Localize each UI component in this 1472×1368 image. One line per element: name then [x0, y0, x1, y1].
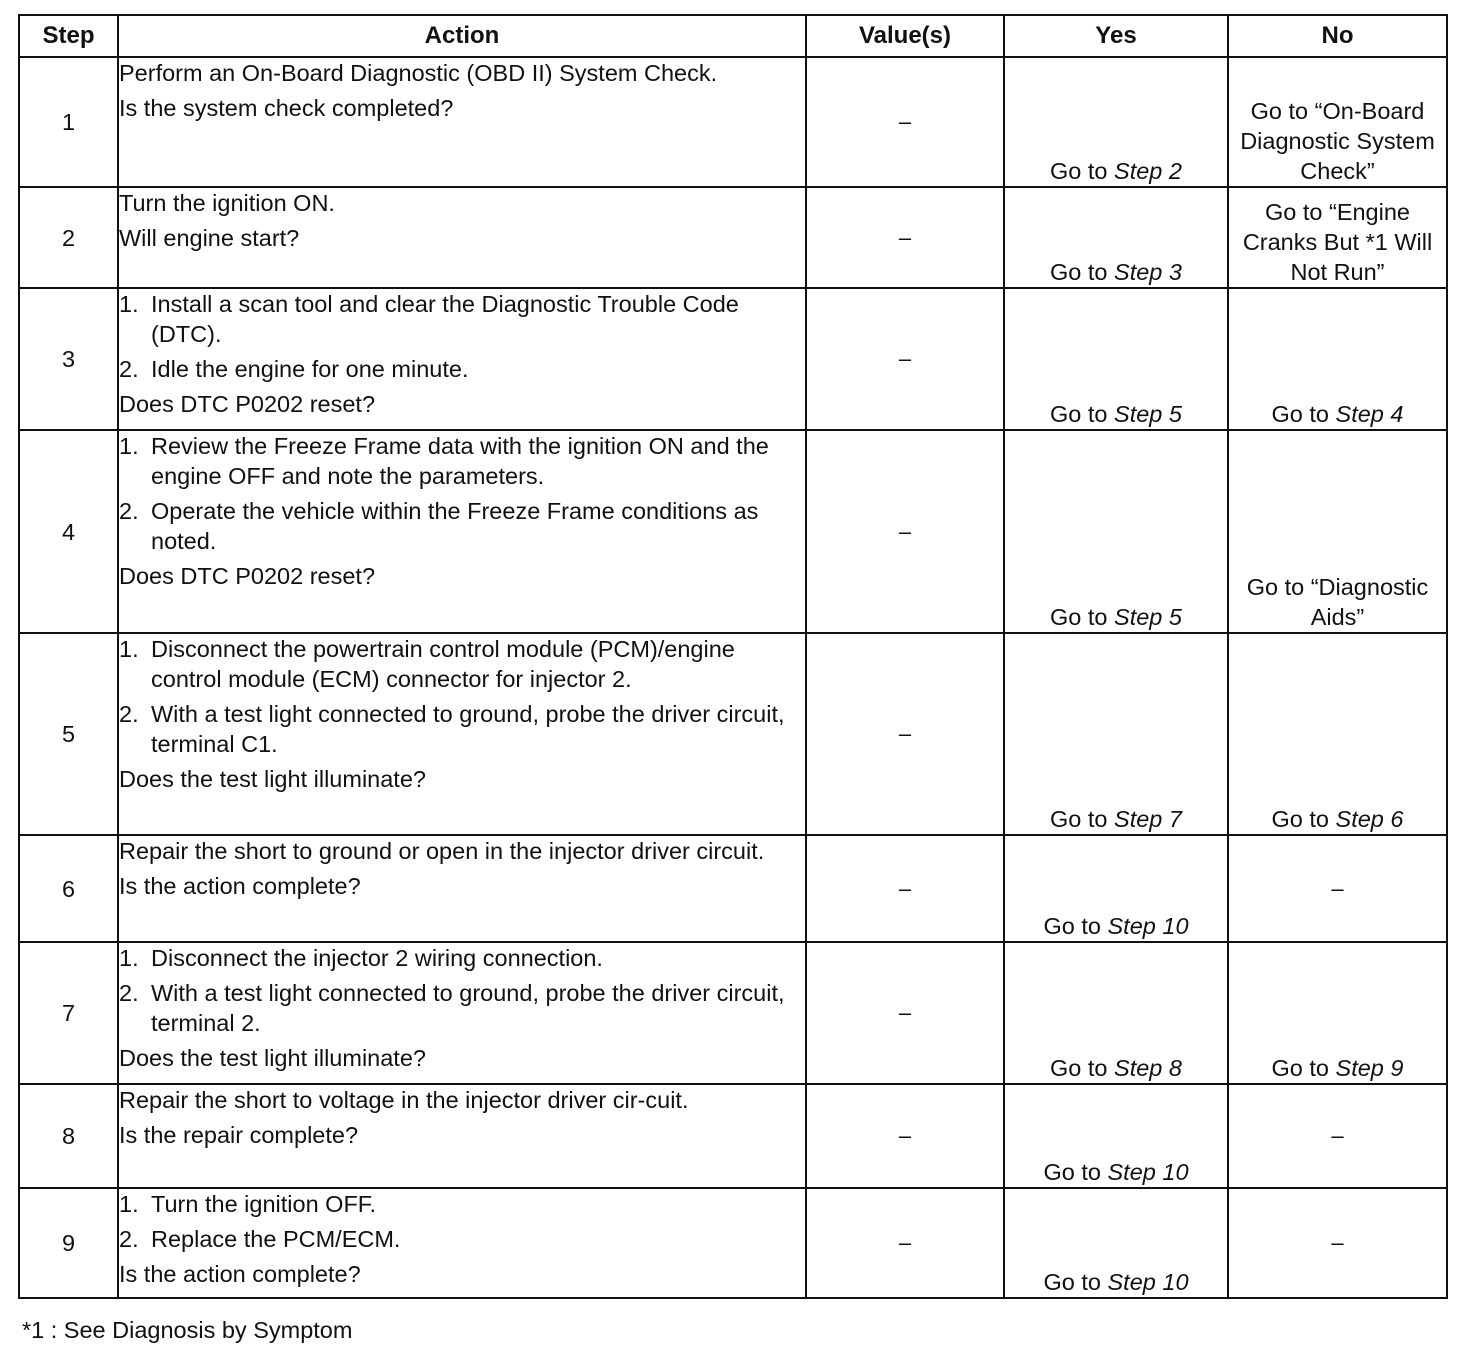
step-number: 7: [19, 942, 118, 1084]
yes-cell: [1004, 288, 1228, 430]
action-text: Does the test light illuminate?: [119, 1045, 426, 1071]
yes-goto-prefix: Go to: [1043, 1269, 1108, 1295]
action-numbered-item: [119, 699, 805, 759]
action-item-text: Review the Freeze Frame data with the ignition ON and the engine OFF and note the parameters.: [151, 433, 769, 489]
no-cell: [1228, 1084, 1447, 1188]
action-text: Is the action complete?: [119, 1261, 361, 1287]
action-item-text: Disconnect the powertrain control module (PCM)/engine control module (ECM) connector for injector 2.: [151, 636, 735, 692]
table-header: [19, 15, 1447, 57]
action-cell: [118, 288, 806, 430]
action-numbered-item: [119, 496, 805, 556]
value-cell: –: [806, 430, 1004, 633]
action-numbered-item: [119, 943, 805, 973]
yes-goto-prefix: Go to: [1050, 158, 1115, 184]
action-numbered-item: [119, 634, 805, 694]
action-text: Is the repair complete?: [119, 1122, 359, 1148]
table-row: [19, 288, 1447, 430]
table-row: [19, 942, 1447, 1084]
action-item-text: Install a scan tool and clear the Diagnostic Trouble Code (DTC).: [151, 291, 739, 347]
action-item-number: 2.: [119, 498, 139, 524]
no-goto-reference[interactable]: Go to “Diagnostic Aids”: [1246, 574, 1429, 630]
yes-goto-step-link[interactable]: Step 10: [1107, 1159, 1189, 1185]
action-item-text: Idle the engine for one minute.: [151, 356, 469, 382]
header-action: Action: [118, 15, 806, 57]
action-cell: [118, 633, 806, 835]
no-goto-prefix: Go to: [1271, 1055, 1336, 1081]
action-item-text: With a test light connected to ground, probe the driver circuit, terminal 2.: [151, 980, 785, 1036]
action-numbered-item: [119, 354, 805, 384]
yes-goto-step-link[interactable]: Step 7: [1114, 806, 1182, 832]
action-item-number: 1.: [119, 945, 139, 971]
yes-goto-prefix: Go to: [1043, 913, 1108, 939]
action-item-text: Replace the PCM/ECM.: [151, 1226, 401, 1252]
action-item-text: Turn the ignition OFF.: [151, 1191, 377, 1217]
value-cell: –: [806, 57, 1004, 187]
yes-goto-prefix: Go to: [1050, 259, 1115, 285]
table-row: [19, 1084, 1447, 1188]
yes-cell: [1004, 835, 1228, 942]
no-cell: [1228, 430, 1447, 633]
yes-goto-step-link[interactable]: Step 2: [1114, 158, 1182, 184]
action-text: Is the system check completed?: [119, 95, 454, 121]
no-goto-step-link[interactable]: Step 6: [1335, 806, 1404, 832]
table-body: [19, 57, 1447, 1298]
yes-cell: [1004, 633, 1228, 835]
action-numbered-item: [119, 289, 805, 349]
value-cell: –: [806, 835, 1004, 942]
action-cell: [118, 430, 806, 633]
yes-cell: [1004, 1188, 1228, 1298]
action-text: Does DTC P0202 reset?: [119, 391, 376, 417]
value-cell: –: [806, 1188, 1004, 1298]
table-row: [19, 1188, 1447, 1298]
action-text: Does DTC P0202 reset?: [119, 563, 376, 589]
diagnostic-table: [18, 14, 1448, 1299]
value-cell: –: [806, 942, 1004, 1084]
value-cell: –: [806, 288, 1004, 430]
no-goto-step-link[interactable]: Step 9: [1335, 1055, 1404, 1081]
yes-goto-prefix: Go to: [1050, 604, 1115, 630]
action-item-number: 2.: [119, 980, 139, 1006]
no-goto-prefix: Go to: [1271, 401, 1336, 427]
header-step: Step: [19, 15, 118, 57]
table-row: [19, 187, 1447, 288]
no-goto-step-link[interactable]: Step 4: [1335, 401, 1404, 427]
yes-cell: [1004, 187, 1228, 288]
yes-cell: [1004, 942, 1228, 1084]
yes-goto-step-link[interactable]: Step 10: [1107, 913, 1189, 939]
action-item-number: 1.: [119, 1191, 139, 1217]
action-numbered-item: [119, 1189, 805, 1219]
header-yes: Yes: [1004, 15, 1228, 57]
header-no: No: [1228, 15, 1447, 57]
action-text: Turn the ignition ON.: [119, 190, 335, 216]
step-number: 5: [19, 633, 118, 835]
footnote: *1 : See Diagnosis by Symptom: [22, 1317, 353, 1343]
action-numbered-item: [119, 431, 805, 491]
action-item-text: Disconnect the injector 2 wiring connection.: [151, 945, 603, 971]
table-row: [19, 633, 1447, 835]
no-cell: [1228, 1188, 1447, 1298]
step-number: 4: [19, 430, 118, 633]
step-number: 1: [19, 57, 118, 187]
yes-goto-prefix: Go to: [1043, 1159, 1108, 1185]
table-row: [19, 430, 1447, 633]
table-row: [19, 57, 1447, 187]
yes-cell: [1004, 1084, 1228, 1188]
no-cell: [1228, 835, 1447, 942]
yes-cell: [1004, 57, 1228, 187]
action-text: Perform an On-Board Diagnostic (OBD II) System Check.: [119, 60, 718, 86]
action-item-number: 2.: [119, 1226, 139, 1252]
action-cell: [118, 1188, 806, 1298]
step-number: 9: [19, 1188, 118, 1298]
yes-goto-step-link[interactable]: Step 8: [1114, 1055, 1182, 1081]
no-cell: [1228, 187, 1447, 288]
action-cell: [118, 942, 806, 1084]
step-number: 6: [19, 835, 118, 942]
action-item-number: 2.: [119, 356, 139, 382]
header-values: Value(s): [806, 15, 1004, 57]
action-item-number: 2.: [119, 701, 139, 727]
action-cell: [118, 57, 806, 187]
value-cell: –: [806, 633, 1004, 835]
no-cell: [1228, 288, 1447, 430]
action-item-number: 1.: [119, 291, 139, 317]
value-cell: –: [806, 1084, 1004, 1188]
yes-goto-prefix: Go to: [1050, 1055, 1115, 1081]
step-number: 2: [19, 187, 118, 288]
no-cell: [1228, 57, 1447, 187]
header-row: [19, 15, 1447, 57]
action-cell: [118, 187, 806, 288]
no-cell: [1228, 633, 1447, 835]
action-numbered-item: [119, 1224, 805, 1254]
yes-goto-step-link[interactable]: Step 3: [1114, 259, 1182, 285]
action-item-text: With a test light connected to ground, probe the driver circuit, terminal C1.: [151, 701, 785, 757]
no-goto-prefix: Go to: [1271, 806, 1336, 832]
step-number: 3: [19, 288, 118, 430]
action-text: Does the test light illuminate?: [119, 766, 426, 792]
step-number: 8: [19, 1084, 118, 1188]
action-item-number: 1.: [119, 636, 139, 662]
yes-cell: [1004, 430, 1228, 633]
yes-goto-step-link[interactable]: Step 10: [1107, 1269, 1189, 1295]
no-dash: –: [1331, 1230, 1344, 1255]
table-row: [19, 835, 1447, 942]
no-goto-reference[interactable]: Go to “On-Board Diagnostic System Check”: [1240, 98, 1435, 184]
value-cell: –: [806, 187, 1004, 288]
action-text: Is the action complete?: [119, 873, 361, 899]
yes-goto-prefix: Go to: [1050, 806, 1115, 832]
no-dash: –: [1331, 1123, 1344, 1148]
yes-goto-step-link[interactable]: Step 5: [1114, 401, 1182, 427]
yes-goto-step-link[interactable]: Step 5: [1114, 604, 1182, 630]
action-item-number: 1.: [119, 433, 139, 459]
yes-goto-prefix: Go to: [1050, 401, 1115, 427]
action-cell: [118, 835, 806, 942]
action-text: Repair the short to voltage in the injector driver cir-cuit.: [119, 1087, 689, 1113]
action-item-text: Operate the vehicle within the Freeze Frame conditions as noted.: [151, 498, 759, 554]
action-numbered-item: [119, 978, 805, 1038]
no-goto-reference[interactable]: Go to “Engine Cranks But *1 Will Not Run”: [1242, 199, 1433, 285]
action-text: Repair the short to ground or open in the injector driver circuit.: [119, 838, 765, 864]
action-text: Will engine start?: [119, 225, 300, 251]
action-cell: [118, 1084, 806, 1188]
no-cell: [1228, 942, 1447, 1084]
no-dash: –: [1331, 875, 1344, 901]
